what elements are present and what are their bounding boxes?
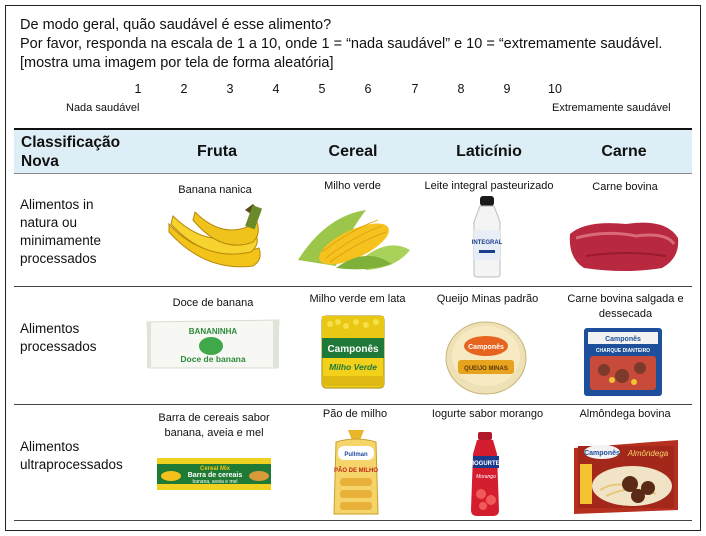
header-carne: Carne	[601, 143, 647, 160]
charque-image	[582, 326, 664, 398]
pao-brand-text: Pullman	[344, 452, 368, 458]
pao-milho-image	[330, 428, 382, 518]
banana-image	[165, 202, 265, 270]
item-iogurte-label: Iogurte sabor morango	[431, 408, 544, 420]
question-text	[20, 16, 662, 73]
queijo-name-text: QUEIJO MINAS	[464, 366, 508, 372]
queijo-image	[444, 316, 528, 396]
row-divider	[14, 286, 692, 287]
row-label-line: Alimentos	[20, 439, 80, 454]
barra-name-text: Barra de cereais	[187, 472, 243, 479]
scale-option-4[interactable]: 4	[272, 82, 280, 96]
item-doce-banana-label: Doce de banana	[172, 297, 254, 309]
scale-option-5[interactable]: 5	[318, 82, 326, 96]
beef-image	[566, 212, 682, 274]
milk-bottle-text: INTEGRAL	[471, 240, 503, 246]
header-fruta: Fruta	[197, 143, 237, 160]
queijo-brand-text: Camponês	[468, 344, 504, 351]
item-milho-lata-label: Milho verde em lata	[309, 293, 406, 305]
pao-name-text: PÃO DE MILHO	[333, 468, 379, 474]
almondega-name-text: Almôndega	[627, 449, 669, 458]
iogurte-name-text: IOGURTE	[472, 461, 500, 467]
doce-brand-text: BANANINHA	[188, 327, 238, 336]
item-carne-salgada-label: Carne bovina salgada e dessecada	[567, 293, 684, 320]
scale-low-label: Nada saudável	[66, 102, 140, 114]
row-label-line: processados	[20, 251, 97, 266]
scale-option-3[interactable]: 3	[226, 82, 234, 96]
charque-brand-text: Camponês	[605, 336, 641, 343]
almondega-brand-text: Camponês	[584, 450, 620, 457]
corn-image	[296, 206, 414, 272]
item-carne-bovina-label: Carne bovina	[592, 181, 658, 193]
scale-option-10[interactable]: 10	[548, 82, 562, 96]
header-laticinio: Laticínio	[456, 143, 522, 160]
row-label-line: ultraprocessados	[20, 457, 123, 472]
row-label-processados	[20, 320, 97, 356]
scale-option-9[interactable]: 9	[503, 82, 511, 96]
scale-option-8[interactable]: 8	[457, 82, 465, 96]
almondega-image	[570, 434, 682, 516]
lata-brand-text: Camponês	[327, 344, 379, 355]
header-classification-line1: Classificação	[21, 134, 121, 151]
row-divider	[14, 404, 692, 405]
table-header	[14, 128, 692, 174]
row-label-in-natura	[20, 196, 101, 268]
scale-high-label: Extremamente saudável	[552, 102, 671, 114]
iogurte-sub-text: Morango	[476, 474, 496, 480]
item-banana-nanica-label: Banana nanica	[178, 184, 252, 196]
row-label-ultraprocessados	[20, 438, 123, 474]
row-label-line: natura ou	[20, 215, 78, 230]
lata-name-text: Milho Verde	[329, 362, 377, 372]
question-line-3: [mostra uma imagem por tela de forma aleatória]	[20, 55, 334, 71]
item-leite-label: Leite integral pasteurizado	[424, 180, 554, 192]
doce-banana-package-image	[145, 316, 281, 372]
barra-cereais-image	[155, 454, 273, 494]
header-classification-line2: Nova	[21, 153, 59, 170]
scale-option-1[interactable]: 1	[134, 82, 142, 96]
item-queijo-label: Queijo Minas padrão	[436, 293, 539, 305]
header-classification	[21, 133, 120, 171]
question-line-2: Por favor, responda na escala de 1 a 10, onde 1 = “nada saudável” e 10 = “extremamente saudável.	[20, 36, 663, 52]
item-almondega-label: Almôndega bovina	[579, 408, 671, 420]
header-cereal: Cereal	[328, 143, 378, 160]
item-pao-milho-label: Pão de milho	[322, 408, 388, 420]
scale-option-7[interactable]: 7	[411, 82, 419, 96]
scale-option-2[interactable]: 2	[180, 82, 188, 96]
milho-lata-image	[320, 312, 386, 390]
doce-name-text: Doce de banana	[180, 354, 246, 364]
barra-sub-text: banana, aveia e mel	[192, 479, 238, 485]
charque-name-text: CHARQUE DIANTEIRO	[595, 348, 651, 354]
question-line-1: De modo geral, quão saudável é esse alimento?	[20, 17, 332, 33]
barra-brand-text: Cereal Mix	[199, 466, 231, 472]
row-divider	[14, 520, 692, 521]
item-barra-cereais-label: Barra de cereais sabor banana, aveia e mel	[158, 412, 270, 439]
row-label-line: Alimentos in	[20, 197, 94, 212]
row-label-line: minimamente	[20, 233, 102, 248]
row-label-line: processados	[20, 339, 97, 354]
milk-bottle-image	[468, 194, 506, 278]
scale-option-6[interactable]: 6	[364, 82, 372, 96]
iogurte-image	[465, 430, 505, 518]
item-milho-verde-label: Milho verde	[324, 180, 381, 192]
row-label-line: Alimentos	[20, 321, 80, 336]
